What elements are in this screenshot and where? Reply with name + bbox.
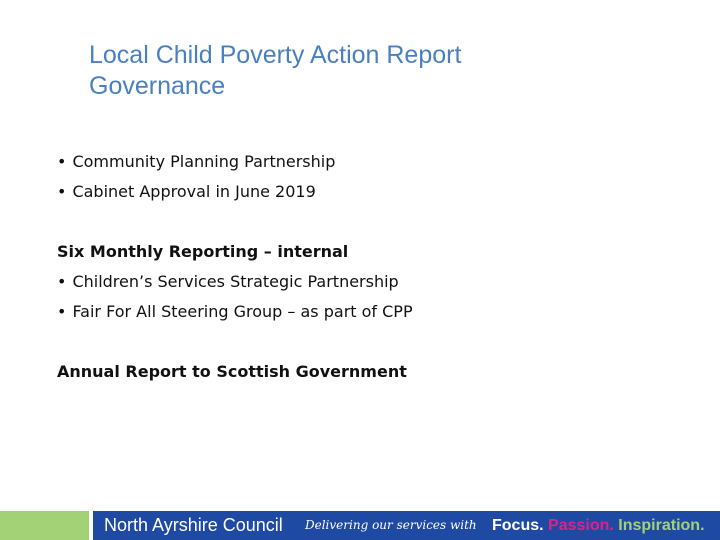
bullet-icon: • — [57, 182, 67, 201]
slogan-inspiration: Inspiration. — [618, 517, 705, 534]
footer-tagline: Delivering our services with — [305, 518, 477, 532]
bullet-text: Fair For All Steering Group – as part of CPP — [72, 302, 413, 321]
bullet-item — [57, 177, 677, 207]
spacer — [57, 207, 677, 237]
slide-title-line-2: Governance — [89, 72, 226, 100]
footer-slogan — [492, 511, 705, 540]
bullet-text: Community Planning Partnership — [72, 152, 336, 171]
bullet-item — [57, 147, 677, 177]
bullet-item — [57, 267, 677, 297]
slide-title — [89, 40, 649, 102]
bullet-icon: • — [57, 152, 67, 171]
section-heading: Six Monthly Reporting – internal — [57, 242, 349, 261]
slogan-passion: Passion. — [548, 517, 614, 534]
bullet-text: Cabinet Approval in June 2019 — [72, 182, 316, 201]
slogan-focus: Focus. — [492, 517, 544, 534]
bullet-text: Children’s Services Strategic Partnership — [72, 272, 399, 291]
spacer — [57, 327, 677, 357]
slide-title-line-1: Local Child Poverty Action Report — [89, 41, 462, 69]
footer-banner — [0, 511, 720, 540]
footer-green-block — [0, 511, 89, 540]
slide-body — [57, 147, 677, 387]
council-name: North Ayrshire Council — [104, 515, 283, 535]
bullet-icon: • — [57, 302, 67, 321]
section-heading: Annual Report to Scottish Government — [57, 362, 407, 381]
bullet-item — [57, 297, 677, 327]
bullet-icon: • — [57, 272, 67, 291]
